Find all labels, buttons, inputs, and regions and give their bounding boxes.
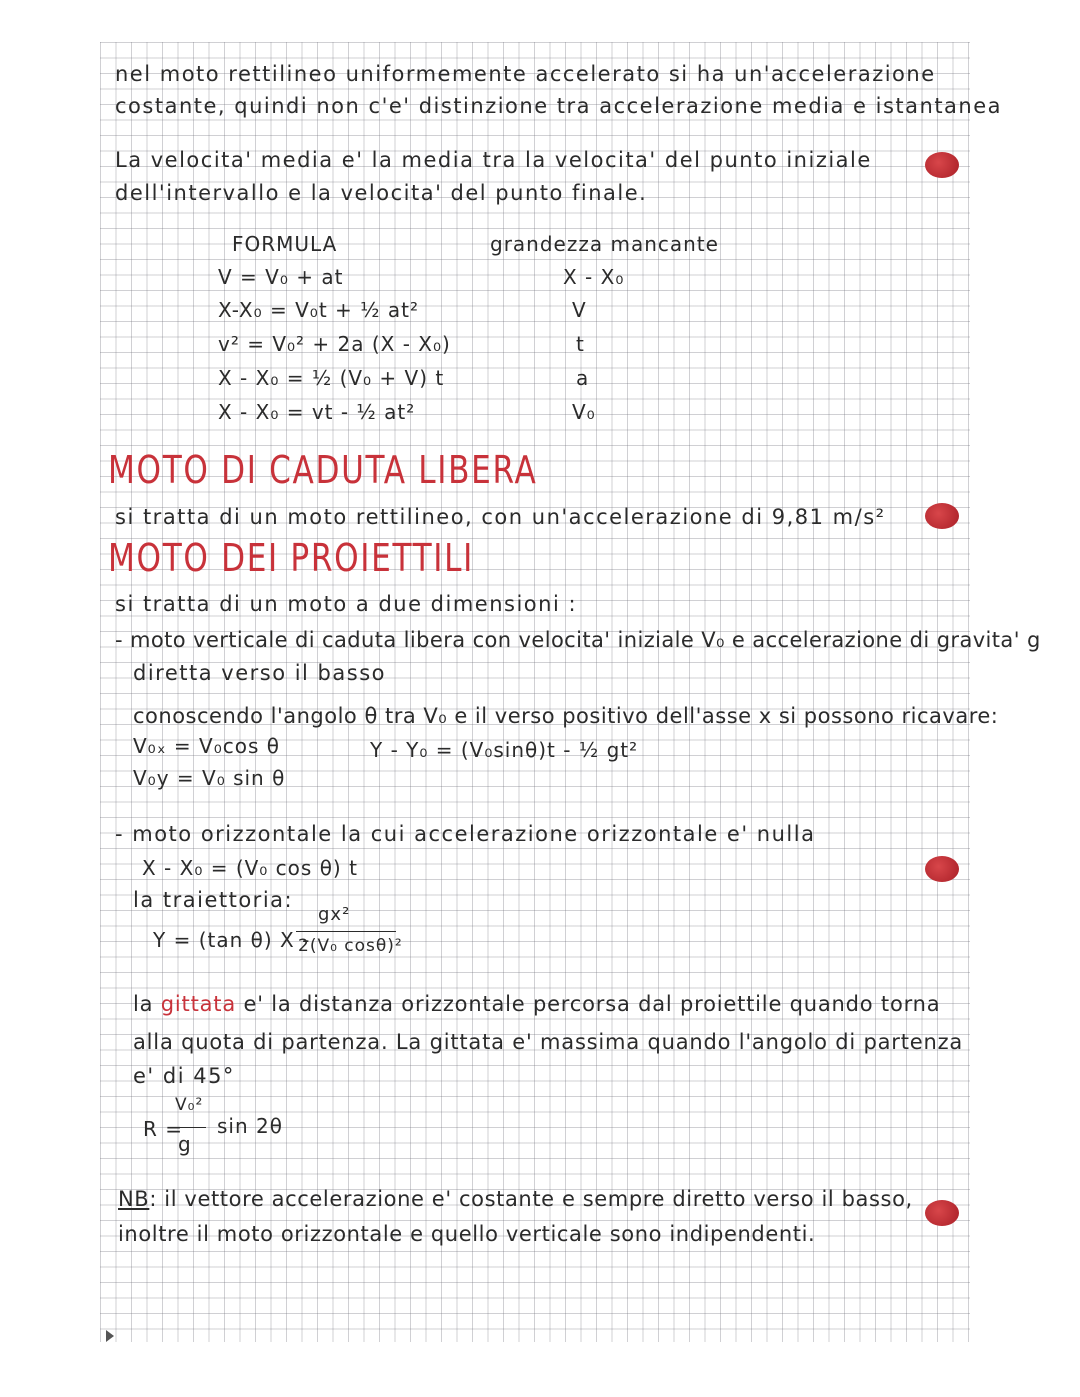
gittata-word: gittata [160, 992, 236, 1016]
intro-line-2: costante, quindi non c'e' distinzione tra accelerazione media e istantanea [115, 94, 1003, 118]
r-fraction-bar [168, 1127, 206, 1128]
traj-fraction-bar [296, 931, 396, 932]
nb-line-2: inoltre il moto orizzontale e quello verticale sono indipendenti. [118, 1222, 816, 1246]
table-header-formula: FORMULA [232, 232, 338, 256]
red-marker-1 [925, 152, 959, 178]
missing-row-4: a [576, 366, 590, 390]
y-eq: Y - Y₀ = (V₀sinθ)t - ½ gt² [370, 738, 639, 762]
traj-numerator: gx² [318, 904, 351, 925]
table-header-missing: grandezza mancante [490, 232, 719, 256]
media-line-1: La velocita' media e' la media tra la velocita' del punto iniziale [115, 148, 872, 172]
caduta-title: MOTO DI CADUTA LIBERA [108, 448, 538, 492]
traj-left: Y = (tan θ) X - [153, 928, 311, 952]
red-marker-4 [925, 1200, 959, 1226]
red-marker-3 [925, 856, 959, 882]
formula-row-3: v² = V₀² + 2a (X - X₀) [218, 332, 451, 356]
nb-label: NB [118, 1187, 150, 1211]
v0y-eq: V₀y = V₀ sin θ [133, 766, 286, 790]
red-marker-2 [925, 503, 959, 529]
gittata-line-3: e' di 45° [133, 1064, 235, 1088]
formula-row-1: V = V₀ + at [218, 265, 344, 289]
formula-row-2: X-X₀ = V₀t + ½ at² [218, 298, 419, 322]
formula-row-4: X - X₀ = ½ (V₀ + V) t [218, 366, 445, 390]
nb-line-1 [118, 1187, 913, 1211]
gittata-line-2: alla quota di partenza. La gittata e' massima quando l'angolo di partenza [133, 1030, 964, 1054]
angle-line: conoscendo l'angolo θ tra V₀ e il verso positivo dell'asse x si possono ricavare: [133, 704, 999, 728]
r-label: R = [143, 1117, 184, 1141]
r-numerator: V₀² [175, 1095, 204, 1115]
traj-denominator: 2(V₀ cosθ)² [298, 936, 403, 956]
missing-row-2: V [572, 298, 587, 322]
vert-line-1: - moto verticale di caduta libera con velocita' iniziale V₀ e accelerazione di gravita' g [115, 628, 1041, 652]
proiettili-title: MOTO DEI PROIETTILI [108, 536, 474, 580]
v0x-eq: V₀ₓ = V₀cos θ [133, 734, 280, 758]
r-denominator: g [178, 1132, 192, 1156]
proiettili-intro: si tratta di un moto a due dimensioni : [115, 592, 578, 616]
gittata-post: e' la distanza orizzontale percorsa dal proiettile quando torna [236, 992, 941, 1016]
r-sin: sin 2θ [217, 1114, 283, 1138]
oriz-line: - moto orizzontale la cui accelerazione orizzontale e' nulla [115, 822, 816, 846]
x-eq: X - X₀ = (V₀ cos θ) t [142, 856, 358, 880]
missing-row-5: V₀ [572, 400, 596, 424]
missing-row-3: t [576, 332, 585, 356]
vert-line-2: diretta verso il basso [133, 661, 386, 685]
gittata-line-1 [133, 992, 940, 1016]
missing-row-1: X - X₀ [563, 265, 625, 289]
corner-arrow-icon [106, 1330, 114, 1342]
nb-text-1: : il vettore accelerazione e' costante e sempre diretto verso il basso, [149, 1187, 913, 1211]
formula-row-5: X - X₀ = vt - ½ at² [218, 400, 416, 424]
gittata-pre: la [133, 992, 161, 1016]
traj-label: la traiettoria: [133, 888, 294, 912]
media-line-2: dell'intervallo e la velocita' del punto finale. [115, 181, 648, 205]
caduta-text: si tratta di un moto rettilineo, con un'accelerazione di 9,81 m/s² [115, 505, 886, 529]
intro-line-1: nel moto rettilineo uniformemente accelerato si ha un'accelerazione [115, 62, 936, 86]
